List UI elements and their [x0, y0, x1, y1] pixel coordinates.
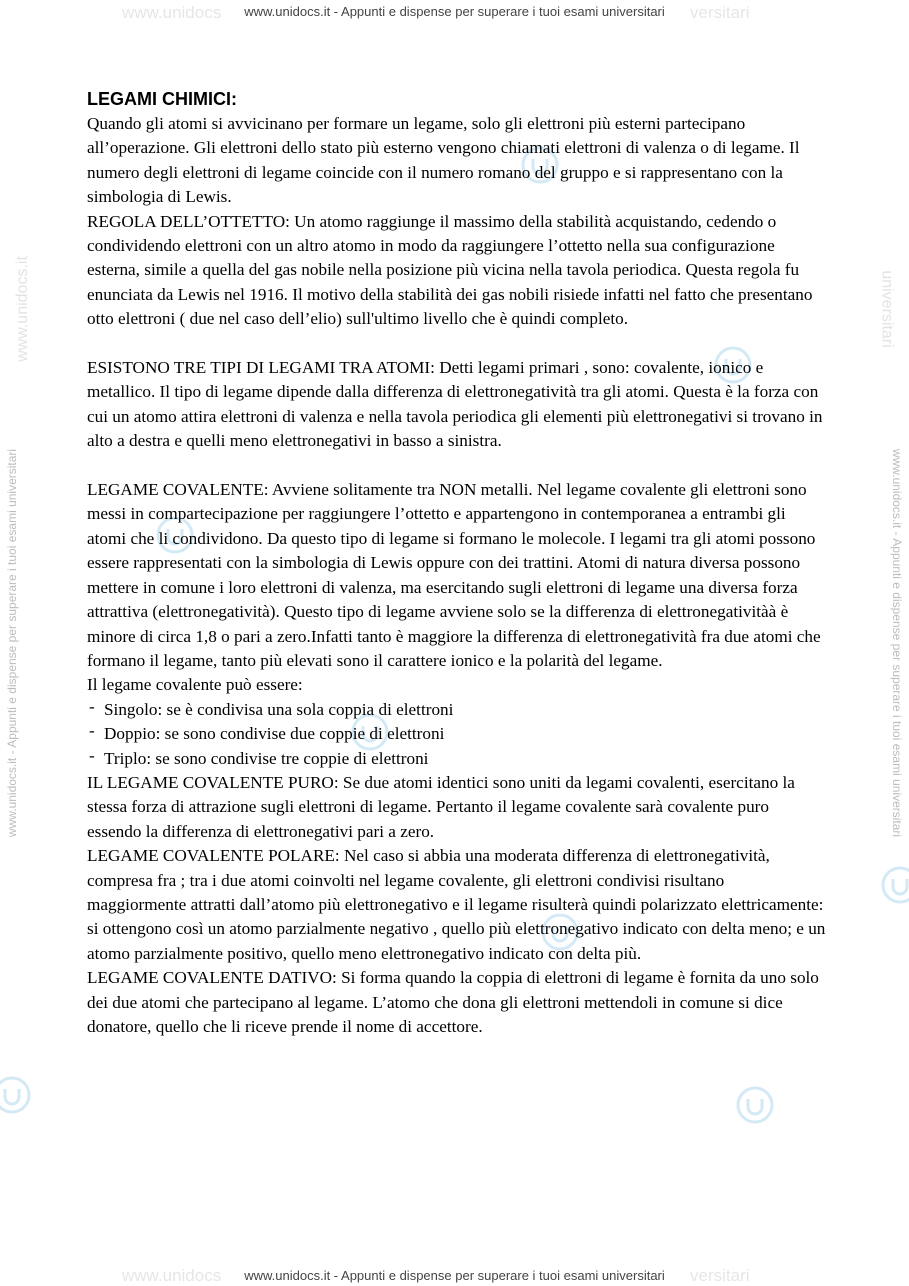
paragraph-dative-covalent: LEGAME COVALENTE DATIVO: Si forma quando la coppia di elettroni di legame è fornita da uno solo dei due atomi che partecipano al legame. L’atomo che dona gli elettroni mettendoli in comune si dice donatore, quello che li riceve prende il nome di accettore. [87, 968, 819, 1036]
watermark-ghost-bottom-left: www.unidocs [122, 1266, 222, 1285]
watermark-side-left: www.unidocs.it - Appunti e dispense per superare i tuoi esami universitari [5, 448, 19, 838]
watermark-side-ghost-left: www.unidocs.it [13, 256, 31, 362]
document-text [87, 112, 827, 1039]
paragraph-pure-covalent: IL LEGAME COVALENTE PURO: Se due atomi identici sono uniti da legami covalenti, esercitano la stessa forza di attrazione sugli elettroni di legame. Pertanto il legame covalente sarà covalente puro essendo la differenza di elettronegativi pari a zero. [87, 772, 795, 841]
watermark-ghost-top-left: www.unidocs [122, 3, 222, 22]
watermark-banner-bottom: www.unidocs.it - Appunti e dispense per superare i tuoi esami universitari [244, 1268, 665, 1283]
unidocs-logo-icon [0, 1075, 32, 1115]
watermark-ghost-top-right: versitari [690, 3, 750, 22]
list-item: - Doppio: se sono condivise due coppie di elettroni [87, 722, 827, 746]
paragraph-covalent-bond: LEGAME COVALENTE: Avviene solitamente tra NON metalli. Nel legame covalente gli elettroni sono messi in compartecipazione per raggiungere l’ottetto e appartengono in contemporanea a entrambi gli atomi che li condividono. Da questo tipo di legame si formano le molecole. I legami tra gli atomi possono essere rappresentati con la simbologia di Lewis oppure con dei trattini. Atomi di natura diversa possono mettere in comune i loro elettroni di valenza, ma esercitando sugli elettroni di legame una diversa forza attrattiva (elettronegatività). Questo tipo di legame avviene solo se la differenza di elettronegativitàà è minore di circa 1,8 o pari a zero.Infatti tanto è maggiore la differenza di elettronegatività fra due atomi che formano il legame, tanto più elevati sono il carattere ionico e la polarità del legame. [87, 480, 821, 670]
paragraph-spacer [87, 454, 827, 478]
paragraph-octet-rule: REGOLA DELL’OTTETTO: Un atomo raggiunge il massimo della stabilità acquistando, cedendo o condividendo elettroni con un altro atomo in modo da raggiungere l’ottetto nella sua configurazione esterna, simile a quella del gas nobile nella posizione più vicina nella tavola periodica. Questa regola fu enunciata da Lewis nel 1916. Il motivo della stabilità dei gas nobili risiede infatti nel fatto che presentano otto elettroni ( due nel caso dell’elio) sull'ultimo livello che è quindi completo. [87, 211, 813, 329]
watermark-side-right: www.unidocs.it - Appunti e dispense per superare i tuoi esami universitari [890, 448, 904, 838]
paragraph-spacer [87, 332, 827, 356]
document-title: LEGAMI CHIMICI: [87, 89, 237, 109]
watermark-side-ghost-right: universitari [878, 270, 896, 348]
list-item: - Singolo: se è condivisa una sola coppia di elettroni [87, 698, 827, 722]
document-body [87, 86, 827, 1039]
watermark-ghost-bottom-right: versitari [690, 1266, 750, 1285]
paragraph-covalent-kinds: Il legame covalente può essere: [87, 675, 303, 695]
paragraph-bond-types: ESISTONO TRE TIPI DI LEGAMI TRA ATOMI: Detti legami primari , sono: covalente, ionico e metallico. Il tipo di legame dipende dalla differenza di elettronegatività tra gli atomi. Questa è la forza con cui un atomo attira elettroni di valenza e nella tavola periodica gli elementi più elettronegativi si trovano in alto a destra e quelli meno elettronegativi in basso a sinistra. [87, 358, 823, 451]
unidocs-logo-icon [880, 865, 909, 905]
watermark-banner-top: www.unidocs.it - Appunti e dispense per superare i tuoi esami universitari [244, 4, 665, 19]
paragraph-intro: Quando gli atomi si avvicinano per formare un legame, solo gli elettroni più esterni partecipano all’operazione. Gli elettroni dello stato più esterno vengono chiamati elettroni di valenza o di legame. Il numero degli elettroni di legame coincide con il numero romano del gruppo e si rappresentano con la simbologia di Lewis. [87, 114, 800, 207]
covalent-kinds-list [87, 698, 827, 771]
paragraph-polar-covalent: LEGAME COVALENTE POLARE: Nel caso si abbia una moderata differenza di elettronegatività, compresa fra ; tra i due atomi coinvolti nel legame covalente, gli elettroni condivisi risultano maggiormente attratti dall’atomo più elettronegativo e il legame risulterà quindi polarizzato elettricamente: si ottengono così un atomo parzialmente negativo , quello più elettronegativo indicato con delta meno; e un atomo parzialmente positivo, quello meno elettronegativo indicato con delta più. [87, 846, 826, 963]
list-item: - Triplo: se sono condivise tre coppie di elettroni [87, 747, 827, 771]
unidocs-logo-icon [735, 1085, 775, 1125]
